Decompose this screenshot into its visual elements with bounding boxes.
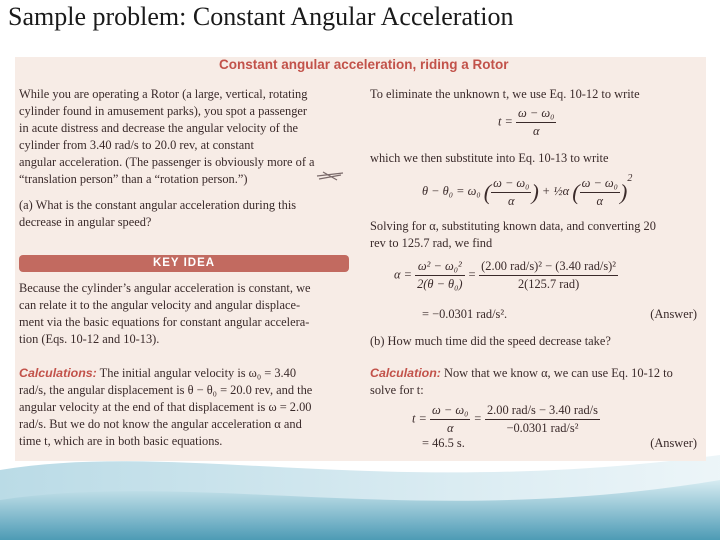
intro-line: “translation person” than a “rotation person.”): [19, 172, 248, 186]
fraction: [491, 175, 531, 210]
panel-title: Constant angular acceleration, riding a Rotor: [219, 57, 509, 72]
eliminate-line: [370, 86, 703, 103]
calculation-label: Calculation:: [370, 366, 441, 380]
equals: =: [473, 411, 482, 426]
textbook-panel: [15, 57, 706, 461]
fraction: [485, 402, 600, 437]
text-line: which we then substitute into Eq. 10-13 to write: [370, 151, 609, 165]
calc-line: angular velocity at the end of that displacement is ω = 2.00: [19, 400, 312, 414]
fraction: [516, 105, 556, 140]
equation-theta: [422, 170, 632, 210]
eq-middle: + ½α: [541, 184, 570, 198]
eq-lhs: α =: [394, 267, 412, 282]
answer-label: (Answer): [650, 307, 697, 321]
paren-close: ): [619, 179, 628, 205]
numerator: ω − ω₀: [432, 403, 469, 417]
intro-line: cylinder from 3.40 rad/s to 20.0 rev, at constant: [19, 138, 254, 152]
key-idea-banner: KEY IDEA: [19, 255, 349, 272]
question-b-line: (b) How much time did the speed decrease take?: [370, 334, 611, 348]
intro-line: angular acceleration. (The passenger is obviously more of a: [19, 155, 315, 169]
calc-line: Now that we know α, we can use Eq. 10-12 to: [440, 366, 673, 380]
key-idea-line: Because the cylinder’s angular acceleration is constant, we: [19, 281, 311, 295]
fraction: [415, 258, 465, 293]
question-b: [370, 333, 703, 350]
calc-line: The initial angular velocity is ω₀ = 3.40: [96, 366, 297, 380]
numerator: ω² − ω₀²: [417, 259, 462, 273]
key-idea-line: ment via the basic equations for constant angular accelera-: [19, 315, 310, 329]
eq-lhs: t =: [498, 114, 513, 129]
denominator: 2(θ − θ₀): [417, 277, 463, 291]
numerator: ω − ω₀: [518, 106, 555, 120]
text-line: rev to 125.7 rad, we find: [370, 236, 493, 250]
numerator: 2.00 rad/s − 3.40 rad/s: [486, 403, 598, 417]
slide-title: Sample problem: Constant Angular Acceleration: [8, 2, 514, 31]
key-idea-line: can relate it to the angular velocity and angular displace-: [19, 298, 301, 312]
paren-close: ): [531, 179, 539, 205]
intro-line: in acute distress and decrease the angular velocity of the: [19, 121, 299, 135]
eq-lhs: θ − θ₀ = ω₀: [422, 184, 481, 198]
key-idea-paragraph: [19, 280, 349, 348]
denominator: α: [580, 192, 620, 210]
question-a-line: (a) What is the constant angular acceleration during this: [19, 198, 297, 212]
calc-line: solve for t:: [370, 383, 424, 397]
equation-alpha: [394, 258, 618, 293]
exponent: 2: [627, 173, 633, 184]
calc-line: rad/s. But we do not know the angular acceleration α and: [19, 417, 302, 431]
right-column: [370, 86, 703, 456]
time-result: = 46.5 s.: [422, 436, 465, 450]
text-line: Solving for α, substituting known data, and converting 20: [370, 219, 656, 233]
paren-open: (: [483, 179, 492, 205]
question-a: [19, 197, 349, 231]
eq-lhs: t =: [412, 411, 427, 426]
denominator: α: [430, 419, 470, 437]
question-a-line: decrease in angular speed?: [19, 215, 152, 229]
text-line: To eliminate the unknown t, we use Eq. 10-12 to write: [370, 87, 640, 101]
fraction: [580, 175, 620, 210]
key-idea-line: tion (Eqs. 10-12 and 10-13).: [19, 332, 160, 346]
calc-line: rad/s, the angular displacement is θ − θ₀ = 20.0 rev, and the: [19, 383, 313, 397]
substitute-line: [370, 150, 703, 167]
scribble-icon: [315, 170, 345, 182]
denominator: −0.0301 rad/s²: [485, 419, 600, 437]
denominator: 2(125.7 rad): [479, 275, 618, 293]
left-column: [19, 86, 349, 456]
denominator: α: [516, 122, 556, 140]
denominator: α: [491, 192, 531, 210]
numerator: ω − ω₀: [581, 175, 618, 190]
equation-t: [498, 105, 556, 140]
paren-open: (: [572, 179, 580, 205]
fraction: [430, 402, 470, 437]
answer-label: (Answer): [650, 436, 697, 450]
equals: =: [467, 267, 477, 282]
fraction: [479, 258, 618, 293]
numerator: (2.00 rad/s)² − (3.40 rad/s)²: [481, 259, 617, 273]
calc-line: time t, which are in both basic equations.: [19, 434, 223, 448]
calculation-b-paragraph: [370, 365, 703, 399]
intro-line: cylinder found in amusement parks), you spot a passenger: [19, 104, 308, 118]
intro-line: While you are operating a Rotor (a large, vertical, rotating: [19, 87, 308, 101]
solving-paragraph: [370, 218, 703, 252]
numerator: ω − ω₀: [493, 175, 530, 190]
calculations-label: Calculations:: [19, 366, 97, 380]
intro-paragraph: [19, 86, 349, 188]
calculations-paragraph: [19, 365, 349, 450]
alpha-result: = −0.0301 rad/s².: [422, 307, 508, 321]
equation-time: [412, 402, 600, 437]
